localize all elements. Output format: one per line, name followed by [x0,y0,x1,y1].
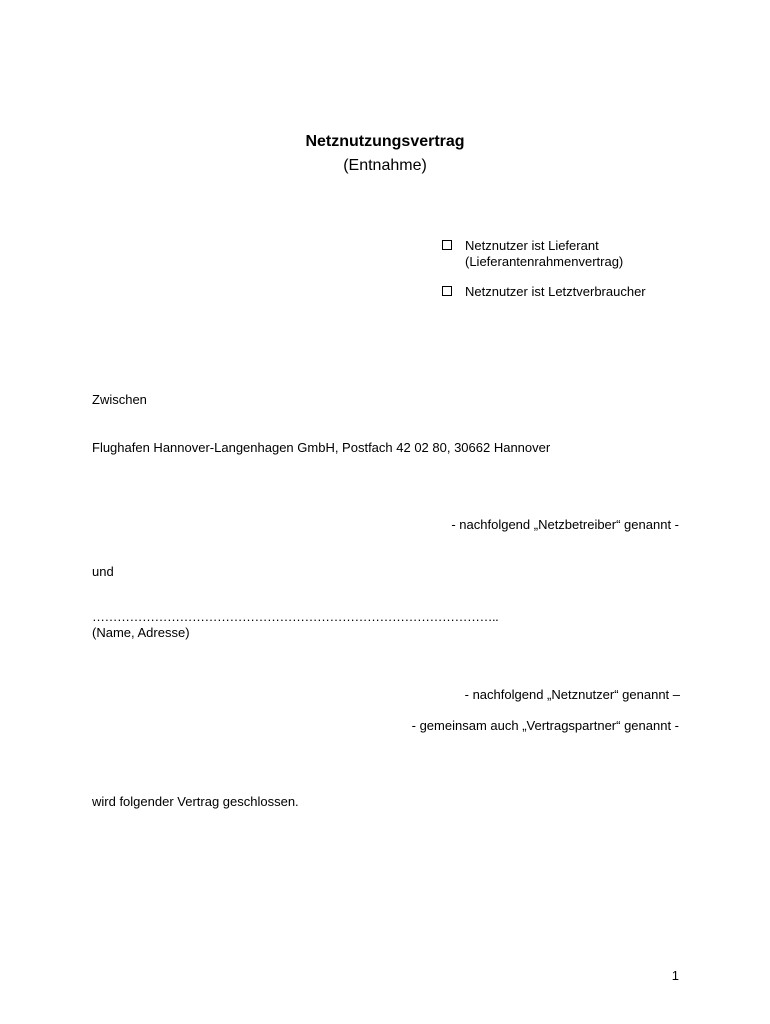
party1-address: Flughafen Hannover-Langenhagen GmbH, Postfach 42 02 80, 30662 Hannover [92,440,551,455]
checkbox-letztverbraucher[interactable] [442,286,452,296]
party2-hint: (Name, Adresse) [92,625,190,640]
party2-role: - nachfolgend „Netznutzer“ genannt – [464,687,680,702]
page-number: 1 [671,968,679,983]
option-lieferant-label: Netznutzer ist Lieferant [465,238,599,253]
document-title: Netznutzungsvertrag [305,133,465,150]
party1-role: - nachfolgend „Netzbetreiber“ genannt - [451,517,679,532]
checkbox-lieferant[interactable] [442,240,452,250]
joint-role: - gemeinsam auch „Vertragspartner“ genannt - [411,718,679,733]
option-letztverbraucher-label: Netznutzer ist Letztverbraucher [465,284,646,299]
and-label: und [92,564,114,579]
between-label: Zwischen [92,392,147,407]
document-subtitle: (Entnahme) [343,157,427,174]
option-lieferant-sublabel: (Lieferantenrahmenvertrag) [465,254,624,269]
conclusion-text: wird folgender Vertrag geschlossen. [92,794,299,809]
party2-name-field: …………………………………………………………………………………….. [92,609,499,624]
